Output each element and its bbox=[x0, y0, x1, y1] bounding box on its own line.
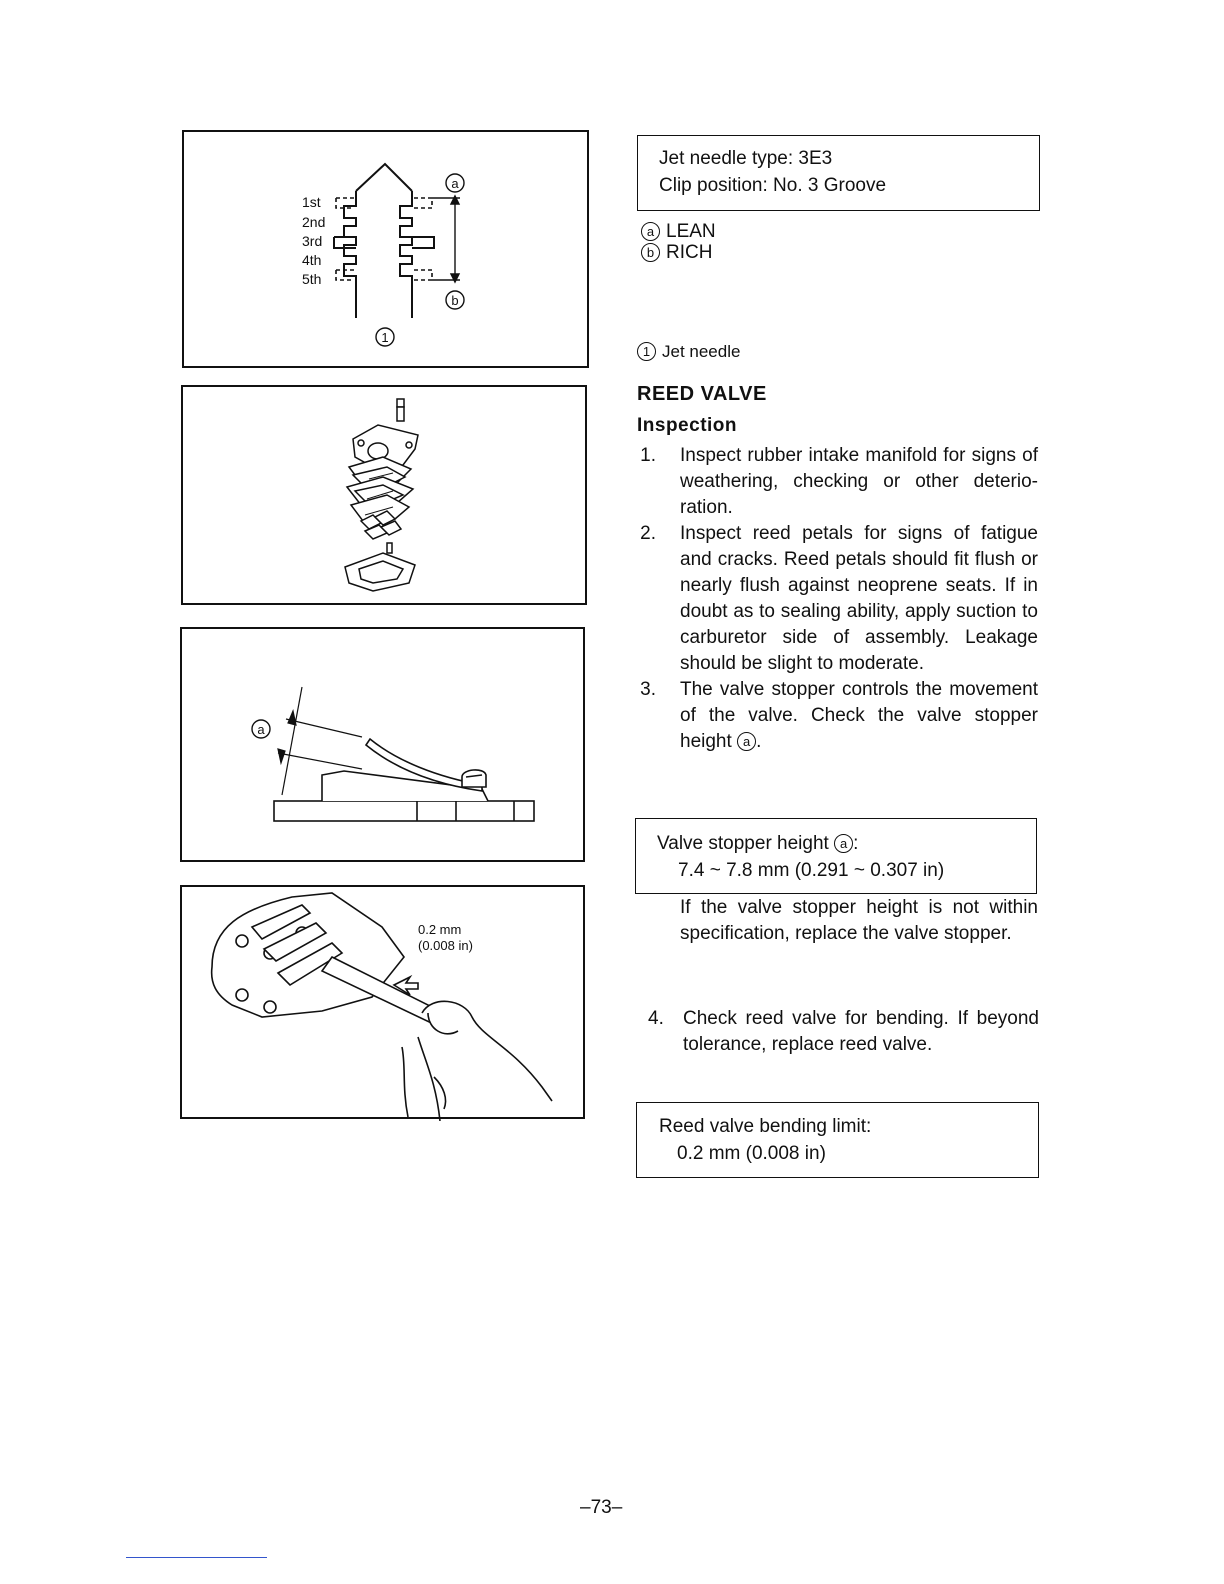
jet-needle-mark: 1 bbox=[637, 342, 656, 361]
stopper-note: If the valve stopper height is not within specification, replace the valve stopper. bbox=[680, 897, 1038, 944]
reed-valve-exploded-drawing bbox=[183, 387, 589, 607]
callout-part-mark: 1 bbox=[381, 330, 389, 345]
step-4-number: 4. bbox=[648, 1008, 664, 1029]
clip-label-5th: 5th bbox=[302, 271, 322, 287]
section-title: REED VALVE bbox=[637, 383, 767, 405]
figure-stopper-height bbox=[180, 627, 585, 862]
spec-stopper-label-line bbox=[657, 830, 1036, 857]
callout-stopper-mark: a bbox=[257, 722, 265, 737]
callout-lean-mark: a bbox=[451, 176, 459, 191]
section-subtitle: Inspection bbox=[637, 415, 738, 436]
spec-stopper-colon: : bbox=[853, 833, 859, 854]
step-4-text: Check reed valve for bending. If beyond tolerance, replace reed valve. bbox=[683, 1008, 1039, 1055]
spec-box-stopper-height bbox=[635, 818, 1037, 894]
step-1-text: Inspect rubber intake manifold for signs of weathering, checking or other deterio-ration. bbox=[680, 445, 1038, 518]
spec-box-jet-needle bbox=[637, 135, 1040, 211]
footer-rule bbox=[126, 1557, 267, 1558]
spec-clip-position: Clip position: No. 3 Groove bbox=[659, 175, 887, 196]
step-3-text-end: . bbox=[756, 731, 762, 752]
step-2-number: 2. bbox=[640, 523, 656, 544]
step-3-text bbox=[680, 677, 1038, 755]
spec-stopper-mark: a bbox=[834, 834, 853, 853]
spec-box-bending-limit bbox=[636, 1102, 1039, 1178]
spec-bending-label: Reed valve bending limit: bbox=[659, 1116, 872, 1137]
page-number: –73– bbox=[580, 1497, 623, 1518]
lean-mark: a bbox=[641, 222, 660, 241]
legend-rich bbox=[641, 240, 712, 266]
step-3-text-main: The valve stopper controls the movement of the valve. Check the valve stopper height bbox=[680, 679, 1038, 752]
clip-label-1st: 1st bbox=[302, 194, 321, 210]
clip-label-2nd: 2nd bbox=[302, 214, 326, 230]
figure-jet-needle bbox=[182, 130, 589, 368]
step-2-text: Inspect reed petals for signs of fatigue and cracks. Reed petals should fit flush or nearly flush against neoprene seats. If in doubt as to sealing ability, apply suction to carburetor side of assembly. Leakage should be slight to moderate. bbox=[680, 523, 1038, 674]
step-4 bbox=[636, 1006, 1046, 1066]
spec-bending-value: 0.2 mm (0.008 in) bbox=[677, 1143, 826, 1164]
bending-check-drawing bbox=[182, 887, 587, 1121]
figure-bending-check bbox=[180, 885, 585, 1119]
spec-jet-needle-type: Jet needle type: 3E3 bbox=[659, 148, 833, 169]
rich-label: RICH bbox=[666, 242, 713, 263]
step-3-mark: a bbox=[737, 732, 756, 751]
jet-needle-diagram bbox=[184, 132, 591, 370]
clip-label-4th: 4th bbox=[302, 252, 322, 268]
measure-label-mm: 0.2 mm bbox=[418, 922, 462, 937]
clip-label-3rd: 3rd bbox=[302, 233, 323, 249]
step-1-number: 1. bbox=[640, 445, 656, 466]
callout-rich-mark: b bbox=[451, 293, 459, 308]
lean-label: LEAN bbox=[666, 221, 716, 242]
stopper-height-drawing bbox=[182, 629, 587, 864]
step-3-number: 3. bbox=[640, 679, 656, 700]
inspection-steps bbox=[636, 443, 1046, 763]
rich-mark: b bbox=[641, 243, 660, 262]
legend-jet-needle bbox=[637, 340, 740, 364]
measure-label-in: (0.008 in) bbox=[418, 938, 473, 953]
spec-stopper-label: Valve stopper height bbox=[657, 833, 829, 854]
spec-stopper-value: 7.4 ~ 7.8 mm (0.291 ~ 0.307 in) bbox=[678, 860, 945, 881]
figure-reed-valve-exploded bbox=[181, 385, 587, 605]
jet-needle-label: Jet needle bbox=[662, 342, 741, 361]
